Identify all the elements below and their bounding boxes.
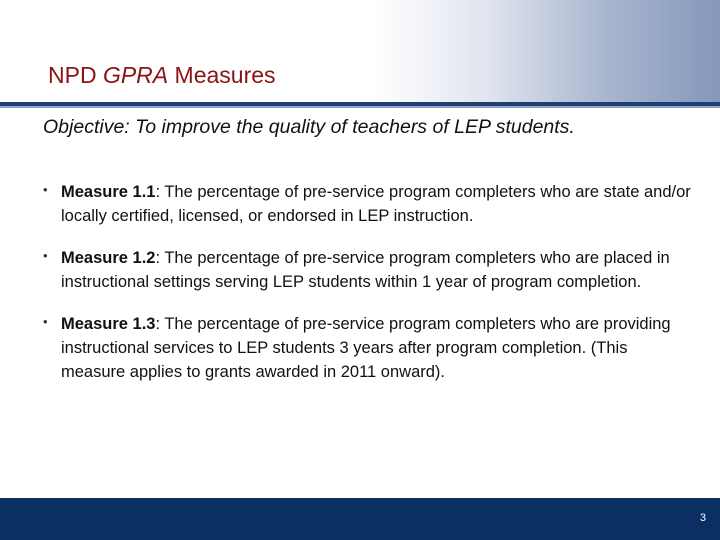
measures-list bbox=[43, 180, 693, 402]
measure-label: Measure 1.3 bbox=[61, 315, 156, 333]
bullet-icon: • bbox=[43, 248, 48, 263]
objective-text: Objective: To improve the quality of teachers of LEP students. bbox=[43, 116, 575, 138]
page-number: 3 bbox=[699, 512, 706, 524]
title-prefix: NPD bbox=[48, 62, 97, 88]
bullet-icon: • bbox=[43, 314, 48, 329]
measure-text: : The percentage of pre-service program completers who are state and/or locally certified, licensed, or endorsed in LEP instruction. bbox=[61, 183, 691, 225]
measure-text: : The percentage of pre-service program completers who are placed in instructional settings serving LEP students within 1 year of program completion. bbox=[61, 249, 670, 291]
bullet-icon: • bbox=[43, 182, 48, 197]
footer-band bbox=[0, 498, 720, 540]
title-emphasis: GPRA bbox=[102, 62, 169, 88]
header-rule-accent bbox=[0, 106, 720, 108]
measure-label: Measure 1.2 bbox=[61, 249, 156, 267]
slide-title bbox=[48, 62, 276, 89]
measure-text: : The percentage of pre-service program completers who are providing instructional services to LEP students 3 years after program completion. (This measure applies to grants awarded in 2011 onward). bbox=[61, 315, 671, 381]
measure-item-1 bbox=[43, 180, 693, 228]
measure-item-3 bbox=[43, 312, 693, 384]
title-suffix: Measures bbox=[174, 62, 276, 88]
measure-label: Measure 1.1 bbox=[61, 183, 156, 201]
measure-item-2 bbox=[43, 246, 693, 294]
